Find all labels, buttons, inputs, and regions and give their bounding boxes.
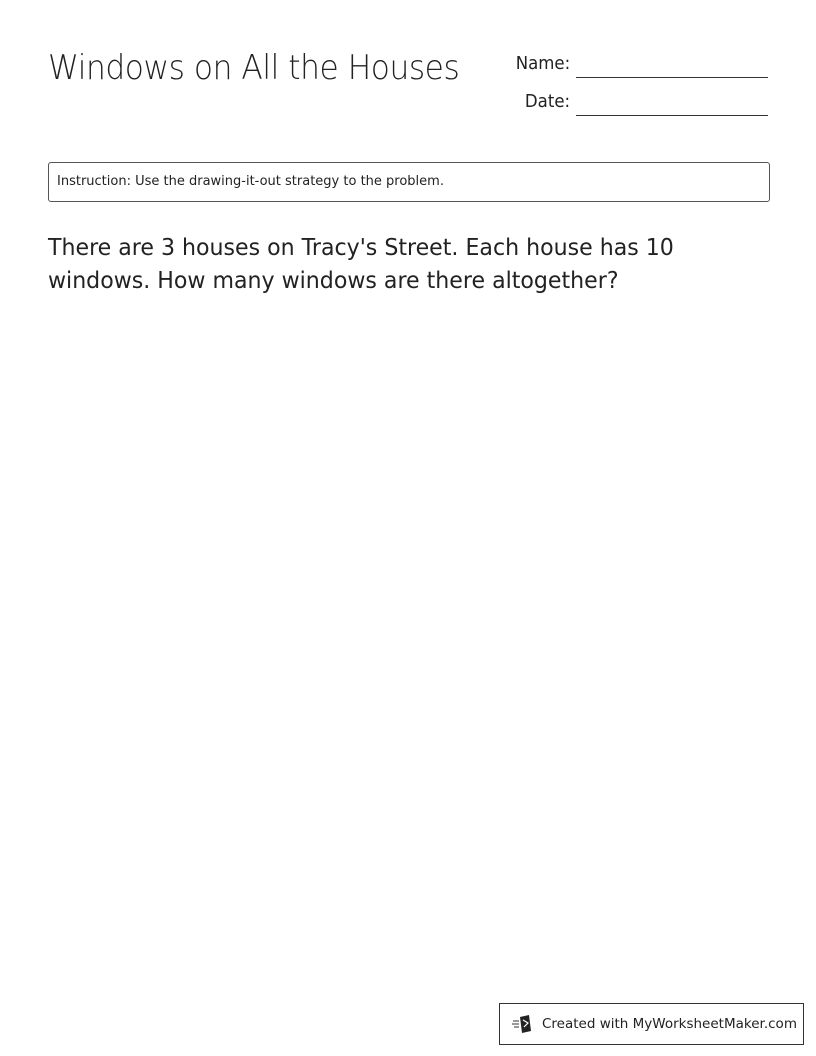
instruction-box: Instruction: Use the drawing-it-out strategy to the problem. bbox=[48, 162, 770, 202]
date-field bbox=[500, 86, 768, 116]
footer-badge bbox=[499, 1003, 804, 1045]
name-input-line[interactable] bbox=[576, 49, 768, 78]
footer-text: Created with MyWorksheetMaker.com bbox=[542, 1016, 797, 1032]
worksheet-title: Windows on All the Houses bbox=[48, 48, 460, 88]
name-label: Name: bbox=[515, 53, 570, 74]
worksheet-logo-icon bbox=[512, 1014, 534, 1034]
date-input-line[interactable] bbox=[576, 87, 768, 116]
name-field bbox=[500, 48, 768, 78]
problem-text: There are 3 houses on Tracy's Street. Each house has 10 windows. How many windows are there altogether? bbox=[48, 235, 674, 294]
date-label: Date: bbox=[524, 91, 570, 112]
